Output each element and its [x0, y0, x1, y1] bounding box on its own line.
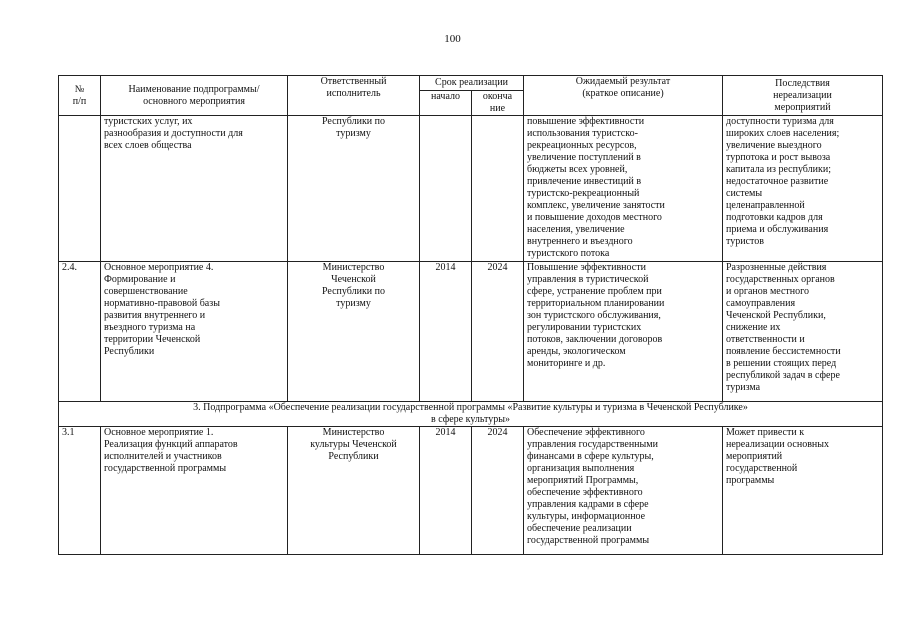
cell-result: повышение эффективности использования туристско- рекреационных ресурсов, увеличение поступлений в бюджеты всех уровней, привлечение инвестиций в туристско-рекреационный комплекс, увеличение занятости и повышение доходов местного населения, увеличение внутреннего и въездного туристского потока — [524, 116, 723, 262]
cell-num: 2.4. — [59, 262, 101, 402]
cell-consequences: Может привести к нереализации основных мероприятий государственной программы — [723, 427, 883, 555]
cell-consequences: доступности туризма для широких слоев населения; увеличение выездного турпотока и рост вывоза капитала из республики; недостаточное развитие системы целенаправленной подготовки кадров для приема и обслуживания туристов — [723, 116, 883, 262]
header-executor: Ответственный исполнитель — [288, 76, 420, 116]
header-name: Наименование подпрограммы/ основного мероприятия — [101, 76, 288, 116]
header-term: Срок реализации — [420, 76, 524, 91]
section-row — [59, 402, 883, 427]
cell-name: туристских услуг, их разнообразия и доступности для всех слоев общества — [101, 116, 288, 262]
cell-num — [59, 116, 101, 262]
table-row — [59, 262, 883, 402]
page-number: 100 — [444, 33, 461, 45]
cell-num: 3.1 — [59, 427, 101, 555]
table-row — [59, 116, 883, 262]
table-row — [59, 427, 883, 555]
cell-end: 2024 — [472, 427, 524, 555]
cell-start — [420, 116, 472, 262]
cell-executor: Республики по туризму — [288, 116, 420, 262]
cell-end — [472, 116, 524, 262]
program-table — [58, 75, 883, 555]
cell-result: Обеспечение эффективного управления государственными финансами в сфере культуры, организация выполнения мероприятий Программы, обеспечение эффективного управления кадрами в сфере культуры, информационное обеспечение реализации государственной программы — [524, 427, 723, 555]
cell-end: 2024 — [472, 262, 524, 402]
cell-name: Основное мероприятие 1. Реализация функций аппаратов исполнителей и участников государственной программы — [101, 427, 288, 555]
cell-executor: Министерство культуры Чеченской Республики — [288, 427, 420, 555]
cell-start: 2014 — [420, 427, 472, 555]
cell-consequences: Разрозненные действия государственных органов и органов местного самоуправления Чеченской Республики, снижение их ответственности и появление бессистемности в решении стоящих перед республикой задач в сфере туризма — [723, 262, 883, 402]
cell-start: 2014 — [420, 262, 472, 402]
header-result: Ожидаемый результат (краткое описание) — [524, 76, 723, 116]
header-consequences: Последствия нереализации мероприятий — [723, 76, 883, 116]
header-start: начало — [420, 91, 472, 116]
header-end: оконча ние — [472, 91, 524, 116]
header-num: № п/п — [59, 76, 101, 116]
section-title: 3. Подпрограмма «Обеспечение реализации государственной программы «Развитие культуры и туризма в Чеченской Республике» в сфере культуры» — [59, 402, 883, 427]
cell-name: Основное мероприятие 4. Формирование и совершенствование нормативно-правовой базы развития внутреннего и въездного туризма на территории Чеченской Республики — [101, 262, 288, 402]
cell-result: Повышение эффективности управления в туристической сфере, устранение проблем при территориальном планировании зон туристского обслуживания, регулировании туристских потоков, заключении договоров аренды, экологическом мониторинге и др. — [524, 262, 723, 402]
cell-executor: Министерство Чеченской Республики по туризму — [288, 262, 420, 402]
